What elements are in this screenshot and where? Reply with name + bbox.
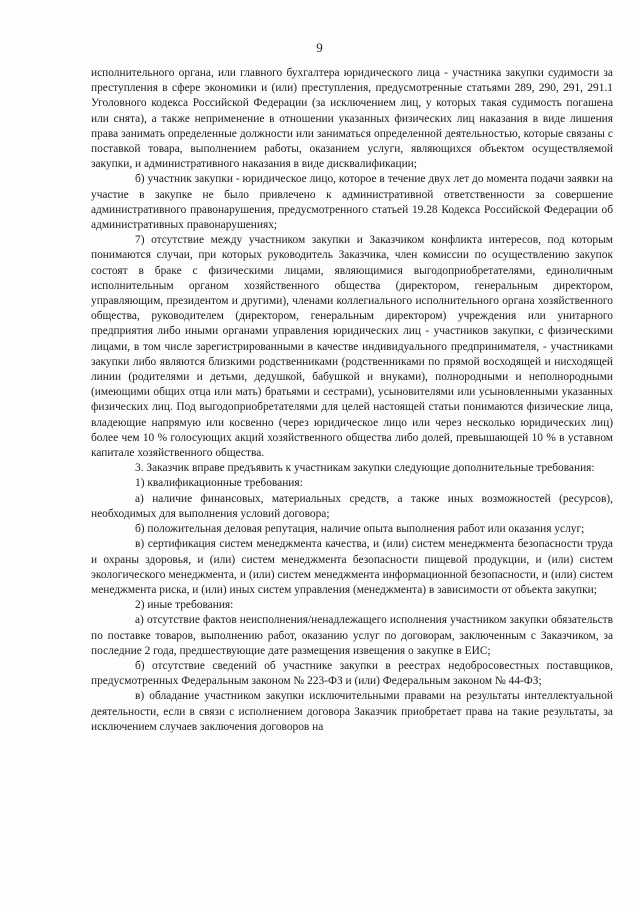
paragraph-item-7: 7) отсутствие между участником закупки и Заказчиком конфликта интересов, под которым понимаются случаи, при которых руководитель Заказчика, член комиссии по осуществлению закупок состоят в браке с физическими лицами, являющимися выгодоприобретателями, единоличным исполнительным органом хозяйственного общества (директором, генеральным директором, управляющим, президентом и другими), членами коллегиального исполнительного органа хозяйственного общества, руководителем (директором, генеральным директором) учреждения или унитарного предприятия либо иными органами управления юридических лиц - участников закупки, с физическими лицами, в том числе зарегистрированными в качестве индивидуального предпринимателя, - участниками закупки либо являются близкими родственниками (родственниками по прямой восходящей и нисходящей линии (родителями и детьми, дедушкой, бабушкой и внуками), полнородными и неполнородными (имеющими общих отца или мать) братьями и сестрами), усыновителями или усыновленными указанных физических лиц. Под выгодоприобретателями для целей настоящей статьи понимаются физические лица, владеющие напрямую или косвенно (через юридическое лицо или через несколько юридических лиц) более чем 10 % голосующих акций хозяйственного общества либо долей, превышающей 10 % в уставном капитале хозяйственного общества. bbox=[91, 234, 613, 460]
paragraph-continuation: исполнительного органа, или главного бухгалтера юридического лица - участника закупки судимости за преступления в сфере экономики и (или) преступления, предусмотренные статьями 289, 290, 291, 291.1 Уголовного кодекса Российской Федерации (за исключением лиц, у которых такая судимость погашена или снята), а также неприменение в отношении указанных физических лиц наказания в виде лишения права занимать определенные должности или заниматься определенной деятельностью, которые связаны с поставкой товара, выполнением работы, оказанием услуги, являющихся объектом осуществляемой закупки, и административного наказания в виде дисквалификации; bbox=[91, 67, 613, 171]
paragraph-subitem-1b: б) положительная деловая репутация, наличие опыта выполнения работ или оказания услуг; bbox=[135, 523, 585, 536]
paragraph-subitem-1v: в) сертификация систем менеджмента качества, и (или) систем менеджмента безопасности труда и охраны здоровья, и (или) систем менеджмента безопасности пищевой продукции, и (или) систем экологического менеджмента, и (или) систем менеджмента информационной безопасности, и (или) систем менеджмента риска, и (или) иных систем управления (менеджмента) в зависимости от объекта закупки; bbox=[91, 538, 613, 596]
paragraph-subitem-1: 1) квалификационные требования: bbox=[135, 477, 303, 490]
paragraph-item-b: б) участник закупки - юридическое лицо, которое в течение двух лет до момента подачи заявки на участие в закупке не было привлечено к административной ответственности за совершение административного правонарушения, предусмотренного статьей 19.28 Кодекса Российской Федерации об административных правонарушениях; bbox=[91, 173, 613, 232]
paragraph-subitem-1a: а) наличие финансовых, материальных средств, а также иных возможностей (ресурсов), необходимых для выполнения условий договора; bbox=[91, 492, 613, 520]
paragraph-subitem-2a: а) отсутствие фактов неисполнения/ненадлежащего исполнения участником закупки обязательств по поставке товаров, выполнению работ, оказанию услуг по договорам, заключенным с Заказчиком, за последние 2 года, предшествующие дате размещения извещения о закупке в ЕИС; bbox=[91, 614, 613, 657]
paragraph-subitem-2: 2) иные требования: bbox=[135, 599, 234, 612]
document-body bbox=[91, 66, 613, 735]
paragraph-subitem-2b: б) отсутствие сведений об участнике закупки в реестрах недобросовестных поставщиков, предусмотренных Федеральным законом № 223-ФЗ и (или) Федеральным законом № 44-ФЗ; bbox=[91, 659, 613, 688]
paragraph-section-3: 3. Заказчик вправе предъявить к участникам закупки следующие дополнительные требования: bbox=[135, 462, 595, 475]
paragraph-subitem-2v: в) обладание участником закупки исключительными правами на результаты интеллектуальной деятельности, если в связи с исполнением договора Заказчик приобретает права на такие результаты, за исключением случаев заключения договоров на bbox=[91, 690, 613, 733]
page-number: 9 bbox=[316, 40, 323, 55]
